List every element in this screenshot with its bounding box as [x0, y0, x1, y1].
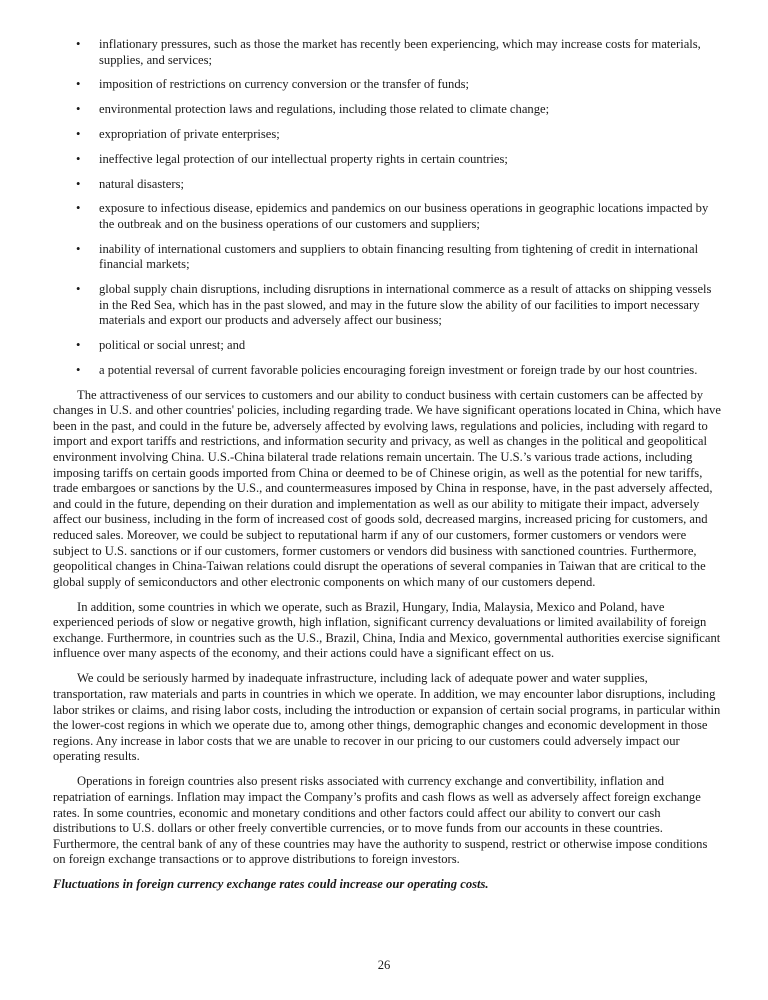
bullet-text: global supply chain disruptions, including disruptions in international commerce as a result of attacks on shipping vessels in the Red Sea, which has in the past slowed, and may in the future slow the ability of our facilities to import necessary materials and export our products and adversely affect our business; [99, 282, 712, 328]
bullet-icon: • [76, 201, 81, 216]
bullet-icon: • [76, 37, 81, 51]
bullet-icon: • [76, 362, 81, 377]
bullet-item [53, 242, 721, 273]
bullet-item [53, 363, 721, 379]
bullet-icon: • [76, 151, 81, 166]
bullet-text: inability of international customers and suppliers to obtain financing resulting from tightening of credit in international financial markets; [99, 241, 699, 272]
bullet-text: natural disasters; [99, 176, 184, 191]
risk-bullet-list [53, 37, 721, 378]
bullet-text: political or social unrest; and [99, 338, 246, 352]
document-page [53, 37, 721, 893]
bullet-icon: • [76, 338, 81, 352]
bullet-icon: • [76, 126, 81, 141]
bullet-text: a potential reversal of current favorable policies encouraging foreign investment or foreign trade by our host countries. [99, 362, 698, 377]
paragraph-trade-policy: The attractiveness of our services to customers and our ability to conduct business with certain customers can be affected by changes in U.S. and other countries' policies, including regarding trade. We have significant operations located in China, which have been in the past, and could in the future be, adversely affected by evolving laws, regulations and policies, including with regard to import and export tariffs and restrictions, and information security and privacy, as well as changes in the political and geopolitical environment involving China. U.S.-China bilateral trade relations remain uncertain. The U.S.’s various trade actions, including imposing tariffs on certain goods imported from China or deemed to be of Chinese origin, as well as the potential for new tariffs, trade embargoes or sanctions by the U.S., and countermeasures imposed by China in response, have, in the past adversely affected, and could in the future, depending on their duration and implementation as well as our ability to mitigate their impact, adversely affect our business, including in the form of increased cost of goods sold, decreased margins, increased pricing for customers, and reduced sales. Moreover, we could be subject to reputational harm if any of our customers, former customers or vendors were subject to U.S. sanctions or if our customers, former customers or vendors did business with sanctioned countries. Furthermore, geopolitical changes in China-Taiwan relations could disrupt the operations of several companies in Taiwan that are critical to the global supply of semiconductors and other electronic components on which many of our customers depend. [53, 387, 721, 589]
bullet-item [53, 77, 721, 93]
paragraph-infrastructure-labor: We could be seriously harmed by inadequate infrastructure, including lack of adequate power and water supplies, transportation, raw materials and parts in countries in which we operate. In addition, we may encounter labor disruptions, including labor strikes or claims, and rising labor costs, including the introduction or expansion of certain social programs, in particular within the lower-cost regions in which we operate due to, among other things, demographic changes and economic development in those regions. Any increase in labor costs that we are unable to recover in our pricing to our customers could adversely impact our operating results. [53, 671, 721, 764]
section-heading: Fluctuations in foreign currency exchange rates could increase our operating costs. [53, 877, 489, 892]
bullet-icon: • [76, 282, 81, 297]
bullet-item [53, 152, 721, 168]
paragraph-currency-risks: Operations in foreign countries also present risks associated with currency exchange and convertibility, inflation and repatriation of earnings. Inflation may impact the Company’s profits and cash flows as well as adversely affect foreign exchange rates. In some countries, economic and monetary conditions and other factors could affect our ability to convert our cash distributions to U.S. dollars or other freely convertible currencies, or to move funds from our accounts in these countries. Furthermore, the central bank of any of these countries may have the authority to suspend, restrict or otherwise impose conditions on foreign exchange transactions or to approve distributions to foreign investors. [53, 774, 708, 867]
bullet-item [53, 37, 721, 68]
page-number: 26 [377, 958, 391, 972]
bullet-item [53, 177, 721, 193]
bullet-icon: • [76, 102, 81, 117]
bullet-item [53, 102, 721, 118]
bullet-icon: • [76, 241, 81, 256]
paragraph-economic-conditions: In addition, some countries in which we operate, such as Brazil, Hungary, India, Malaysia, Mexico and Poland, have experienced periods of slow or negative growth, high inflation, significant currency devaluations or limited availability of foreign exchange. Furthermore, in countries such as the U.S., Brazil, China, India and Mexico, governmental authorities exercise significant influence over many aspects of the economy, and their actions could have a significant effect on us. [53, 599, 721, 661]
bullet-item [53, 127, 721, 143]
bullet-item [53, 201, 721, 232]
bullet-text: exposure to infectious disease, epidemics and pandemics on our business operations in geographic locations impacted by the outbreak and on the business operations of our customers and suppliers; [99, 201, 709, 231]
bullet-item [53, 338, 721, 354]
bullet-icon: • [76, 176, 81, 191]
bullet-text: ineffective legal protection of our intellectual property rights in certain countries; [99, 151, 508, 166]
bullet-text: environmental protection laws and regulations, including those related to climate change; [99, 102, 550, 117]
bullet-item [53, 282, 721, 329]
bullet-text: inflationary pressures, such as those the market has recently been experiencing, which may increase costs for materials, supplies, and services; [99, 37, 701, 67]
bullet-text: imposition of restrictions on currency conversion or the transfer of funds; [99, 77, 470, 92]
bullet-icon: • [76, 77, 81, 92]
bullet-text: expropriation of private enterprises; [99, 126, 280, 141]
